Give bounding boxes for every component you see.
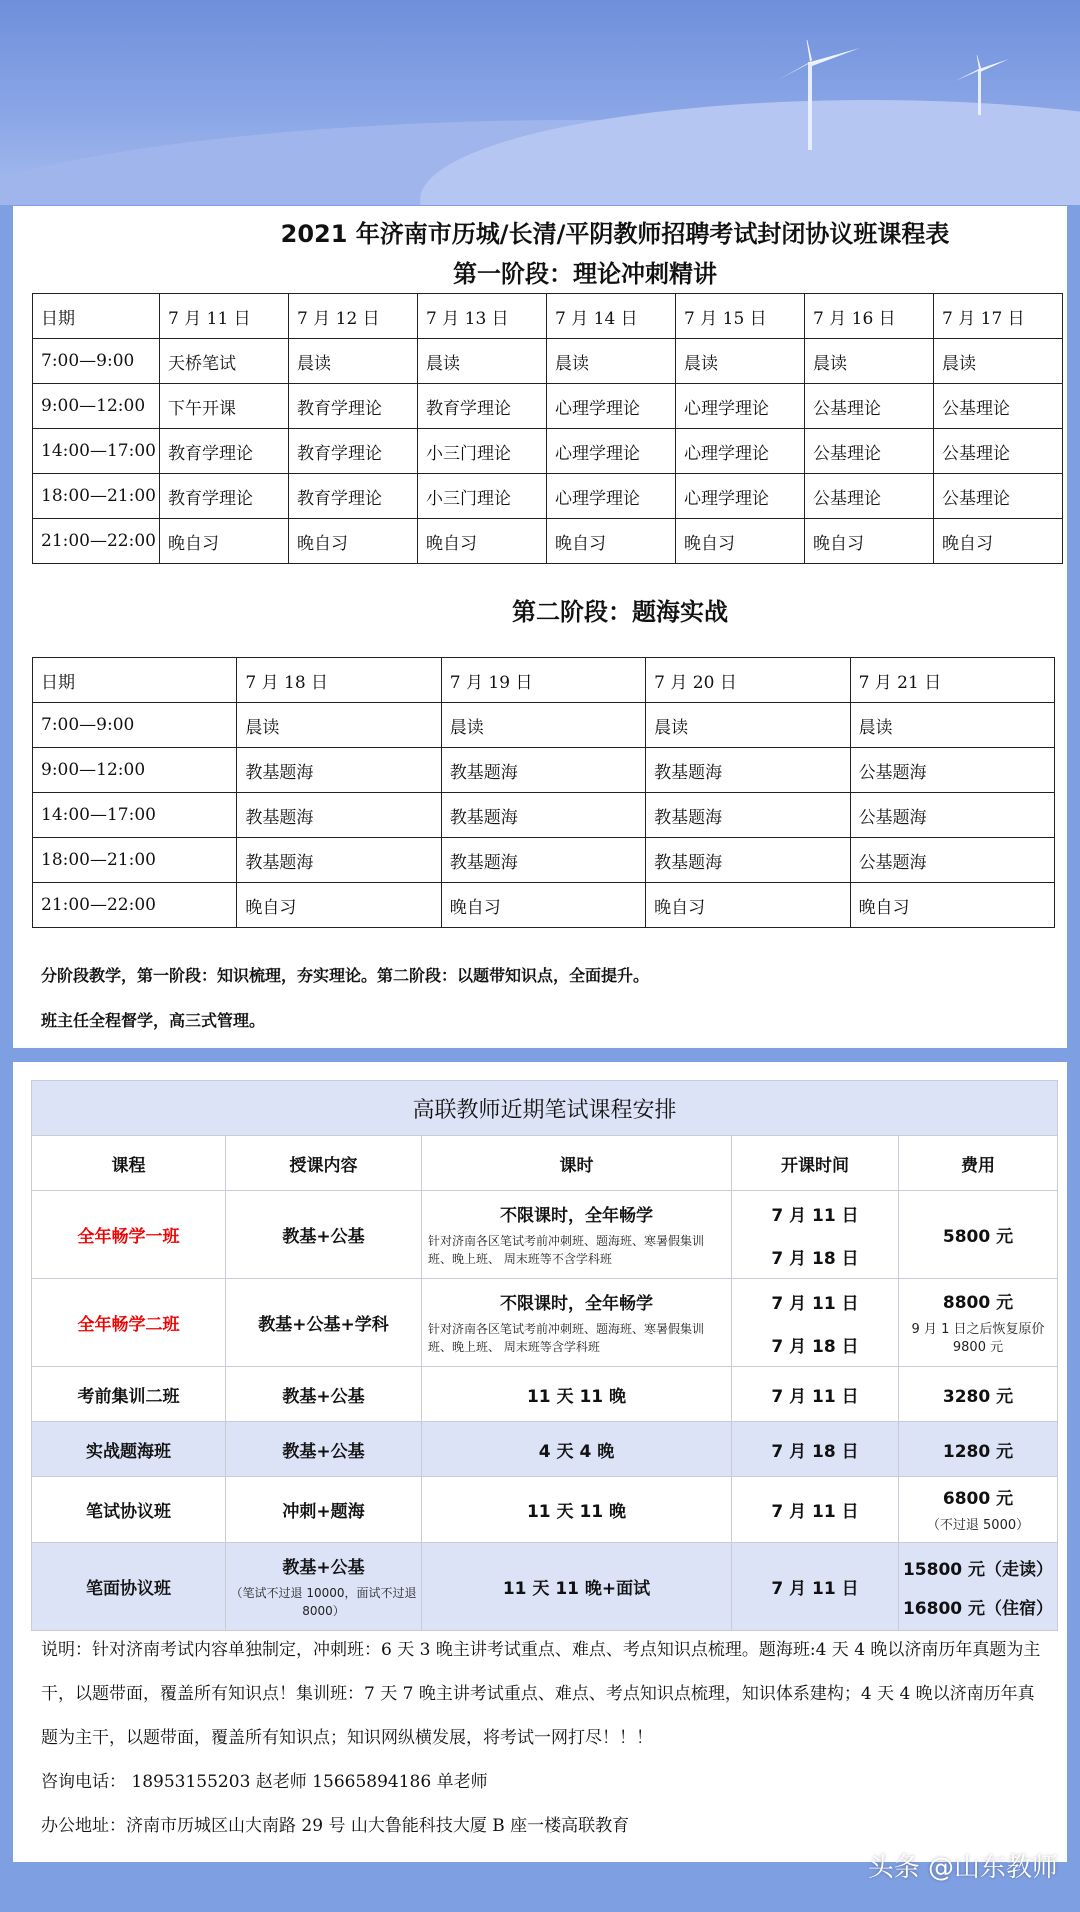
course-hours	[422, 1279, 732, 1367]
course-start: 7 月 18 日	[732, 1422, 899, 1477]
header-cell: 7 月 13 日	[418, 294, 547, 339]
course-name: 考前集训二班	[32, 1367, 226, 1422]
table-cell: 公基题海	[850, 793, 1054, 838]
stage2-table	[32, 657, 1055, 928]
table-cell: 公基理论	[934, 384, 1063, 429]
course-name: 笔面协议班	[32, 1543, 226, 1631]
table-cell: 18:00—21:00	[33, 838, 237, 883]
table-cell: 教基题海	[646, 748, 850, 793]
course-table	[31, 1080, 1058, 1631]
course-hours: 4 天 4 晚	[422, 1422, 732, 1477]
course-fee: 3280 元	[899, 1367, 1058, 1422]
table-row	[32, 1422, 1058, 1477]
header-cell: 课程	[32, 1136, 226, 1191]
table-cell: 14:00—17:00	[33, 793, 237, 838]
course-fee	[899, 1477, 1058, 1543]
fee-text: 16800 元（住宿）	[902, 1598, 1054, 1619]
start-date: 7 月 11 日	[771, 1293, 859, 1314]
header-cell: 7 月 17 日	[934, 294, 1063, 339]
course-name: 实战题海班	[32, 1422, 226, 1477]
fee-text: 6800 元	[942, 1489, 1014, 1509]
table-cell: 小三门理论	[418, 429, 547, 474]
table-cell: 心理学理论	[547, 429, 676, 474]
course-description: 说明：针对济南考试内容单独制定，冲刺班：6 天 3 晚主讲考试重点、难点、考点知识点梳理。题海班:4 天 4 晚以济南历年真题为主干，以题带面，覆盖所有知识点！集训班：7 天 7 晚主讲考试重点、难点、考点知识点梳理，知识体系建构；4 天 4 晚以济南历年真题为主干，以题带面，覆盖所有知识点；知识网纵横发展，将考试一网打尽！！！	[41, 1640, 1041, 1748]
table-cell: 晚自习	[237, 883, 441, 928]
header-cell: 7 月 14 日	[547, 294, 676, 339]
course-start: 7 月 11 日	[732, 1367, 899, 1422]
table-header-row	[33, 658, 1055, 703]
table-row	[32, 1477, 1058, 1543]
course-table-caption: 高联教师近期笔试课程安排	[32, 1081, 1058, 1136]
table-cell: 教基题海	[441, 793, 645, 838]
table-row	[33, 474, 1063, 519]
table-cell: 晨读	[676, 339, 805, 384]
course-content: 教基+公基	[226, 1191, 422, 1279]
banner-hill	[420, 100, 1080, 205]
table-row	[32, 1279, 1058, 1367]
header-cell: 7 月 21 日	[850, 658, 1054, 703]
course-name: 全年畅学一班	[32, 1191, 226, 1279]
course-hours	[422, 1191, 732, 1279]
content-note: （笔试不过退 10000，面试不过退 8000）	[230, 1586, 417, 1618]
table-cell: 9:00—12:00	[33, 748, 237, 793]
table-cell: 晨读	[646, 703, 850, 748]
table-cell: 晨读	[547, 339, 676, 384]
table-cell: 晚自习	[646, 883, 850, 928]
course-name: 全年畅学二班	[32, 1279, 226, 1367]
table-cell: 7:00—9:00	[33, 339, 160, 384]
table-cell: 教基题海	[237, 748, 441, 793]
schedule-panel	[13, 206, 1067, 1048]
table-cell: 公基理论	[934, 474, 1063, 519]
header-cell: 课时	[422, 1136, 732, 1191]
table-cell: 18:00—21:00	[33, 474, 160, 519]
table-row	[32, 1191, 1058, 1279]
table-cell: 心理学理论	[676, 384, 805, 429]
fee-note: （不过退 5000）	[926, 1518, 1030, 1533]
course-fee: 5800 元	[899, 1191, 1058, 1279]
table-row	[33, 429, 1063, 474]
header-cell: 7 月 16 日	[805, 294, 934, 339]
fee-note: 9 月 1 日之后恢复原价 9800 元	[911, 1322, 1045, 1355]
table-row	[33, 519, 1063, 564]
course-hours: 11 天 11 晚+面试	[422, 1543, 732, 1631]
wind-turbine-icon	[945, 55, 1015, 115]
table-cell: 心理学理论	[547, 474, 676, 519]
hours-note: 针对济南各区笔试考前冲刺班、题海班、寒暑假集训班、晚上班、 周末班等含学科班	[428, 1322, 705, 1354]
table-cell: 晚自习	[850, 883, 1054, 928]
table-cell: 21:00—22:00	[33, 883, 237, 928]
course-content: 冲刺+题海	[226, 1477, 422, 1543]
wind-turbine-icon	[760, 40, 870, 150]
header-cell: 7 月 15 日	[676, 294, 805, 339]
header-cell: 7 月 20 日	[646, 658, 850, 703]
table-row	[33, 748, 1055, 793]
table-row	[33, 883, 1055, 928]
table-cell: 晚自习	[289, 519, 418, 564]
table-cell: 公基题海	[850, 748, 1054, 793]
header-cell: 费用	[899, 1136, 1058, 1191]
table-cell: 教育学理论	[160, 474, 289, 519]
table-cell: 公基理论	[805, 474, 934, 519]
table-cell: 晨读	[441, 703, 645, 748]
table-cell: 教基题海	[441, 838, 645, 883]
hours-text: 不限课时，全年畅学	[500, 1206, 653, 1226]
contact-info: 咨询电话： 18953155203 赵老师 15665894186 单老师	[41, 1772, 488, 1792]
table-cell: 天桥笔试	[160, 339, 289, 384]
course-name: 笔试协议班	[32, 1477, 226, 1543]
table-row	[32, 1543, 1058, 1631]
header-cell: 7 月 19 日	[441, 658, 645, 703]
course-content: 教基+公基	[226, 1422, 422, 1477]
table-row	[33, 384, 1063, 429]
table-cell: 心理学理论	[547, 384, 676, 429]
table-cell: 公基理论	[805, 384, 934, 429]
hours-note: 针对济南各区笔试考前冲刺班、题海班、寒暑假集训班、晚上班、 周末班等不含学科班	[428, 1234, 705, 1266]
table-cell: 教基题海	[237, 793, 441, 838]
table-cell: 晨读	[418, 339, 547, 384]
table-cell: 晚自习	[676, 519, 805, 564]
stage1-table	[32, 293, 1063, 564]
table-cell: 教基题海	[646, 793, 850, 838]
table-row	[33, 793, 1055, 838]
table-row	[33, 838, 1055, 883]
header-banner	[0, 0, 1080, 205]
fee-text: 15800 元（走读）	[902, 1559, 1054, 1580]
table-cell: 下午开课	[160, 384, 289, 429]
course-fee	[899, 1543, 1058, 1631]
table-cell: 心理学理论	[676, 429, 805, 474]
table-cell: 晨读	[934, 339, 1063, 384]
table-cell: 教育学理论	[160, 429, 289, 474]
table-cell: 21:00—22:00	[33, 519, 160, 564]
course-fee	[899, 1279, 1058, 1367]
management-note: 班主任全程督学，高三式管理。	[41, 1011, 266, 1030]
table-row	[32, 1367, 1058, 1422]
course-content: 教基+公基	[226, 1367, 422, 1422]
table-cell: 教基题海	[441, 748, 645, 793]
table-cell: 晨读	[289, 339, 418, 384]
table-cell: 9:00—12:00	[33, 384, 160, 429]
content-text: 教基+公基	[282, 1558, 365, 1578]
header-cell: 7 月 11 日	[160, 294, 289, 339]
table-cell: 教基题海	[237, 838, 441, 883]
start-date: 7 月 18 日	[771, 1336, 859, 1357]
course-hours: 11 天 11 晚	[422, 1367, 732, 1422]
course-fee: 1280 元	[899, 1422, 1058, 1477]
table-cell: 7:00—9:00	[33, 703, 237, 748]
course-content	[226, 1543, 422, 1631]
table-cell: 教育学理论	[289, 429, 418, 474]
start-date: 7 月 11 日	[771, 1205, 859, 1226]
table-header-row	[32, 1136, 1058, 1191]
stage2-title: 第二阶段：题海实战	[512, 598, 728, 626]
table-cell: 晚自习	[160, 519, 289, 564]
start-date: 7 月 18 日	[771, 1248, 859, 1269]
course-start: 7 月 11 日	[732, 1543, 899, 1631]
header-cell: 开课时间	[732, 1136, 899, 1191]
table-cell: 教育学理论	[289, 474, 418, 519]
course-content: 教基+公基+学科	[226, 1279, 422, 1367]
course-start	[732, 1191, 899, 1279]
header-cell: 授课内容	[226, 1136, 422, 1191]
page-title: 2021 年济南市历城/长清/平阴教师招聘考试封闭协议班课程表	[280, 220, 950, 248]
course-start	[732, 1279, 899, 1367]
table-cell: 晨读	[237, 703, 441, 748]
table-cell: 教育学理论	[289, 384, 418, 429]
header-cell: 7 月 18 日	[237, 658, 441, 703]
teaching-note: 分阶段教学，第一阶段：知识梳理，夯实理论。第二阶段：以题带知识点，全面提升。	[41, 966, 650, 985]
table-cell: 公基题海	[850, 838, 1054, 883]
table-cell: 公基理论	[934, 429, 1063, 474]
table-cell: 教基题海	[646, 838, 850, 883]
table-cell: 公基理论	[805, 429, 934, 474]
office-address: 办公地址：济南市历城区山大南路 29 号 山大鲁能科技大厦 B 座一楼高联教育	[41, 1816, 630, 1836]
table-cell: 小三门理论	[418, 474, 547, 519]
watermark: 头条 @山东教师	[867, 1853, 1058, 1883]
table-cell: 晚自习	[418, 519, 547, 564]
header-cell: 7 月 12 日	[289, 294, 418, 339]
hours-text: 不限课时，全年畅学	[500, 1294, 653, 1314]
course-start: 7 月 11 日	[732, 1477, 899, 1543]
table-cell: 心理学理论	[676, 474, 805, 519]
table-cell: 教育学理论	[418, 384, 547, 429]
table-row	[33, 703, 1055, 748]
table-cell: 晚自习	[934, 519, 1063, 564]
table-cell: 14:00—17:00	[33, 429, 160, 474]
fee-text: 8800 元	[942, 1293, 1014, 1313]
table-cell: 晨读	[805, 339, 934, 384]
table-header-row	[33, 294, 1063, 339]
table-cell: 晚自习	[805, 519, 934, 564]
course-hours: 11 天 11 晚	[422, 1477, 732, 1543]
header-cell: 日期	[33, 294, 160, 339]
table-row	[33, 339, 1063, 384]
table-cell: 晚自习	[547, 519, 676, 564]
table-cell: 晨读	[850, 703, 1054, 748]
table-cell: 晚自习	[441, 883, 645, 928]
course-panel	[13, 1062, 1067, 1862]
header-cell: 日期	[33, 658, 237, 703]
stage1-title: 第一阶段：理论冲刺精讲	[453, 260, 717, 288]
